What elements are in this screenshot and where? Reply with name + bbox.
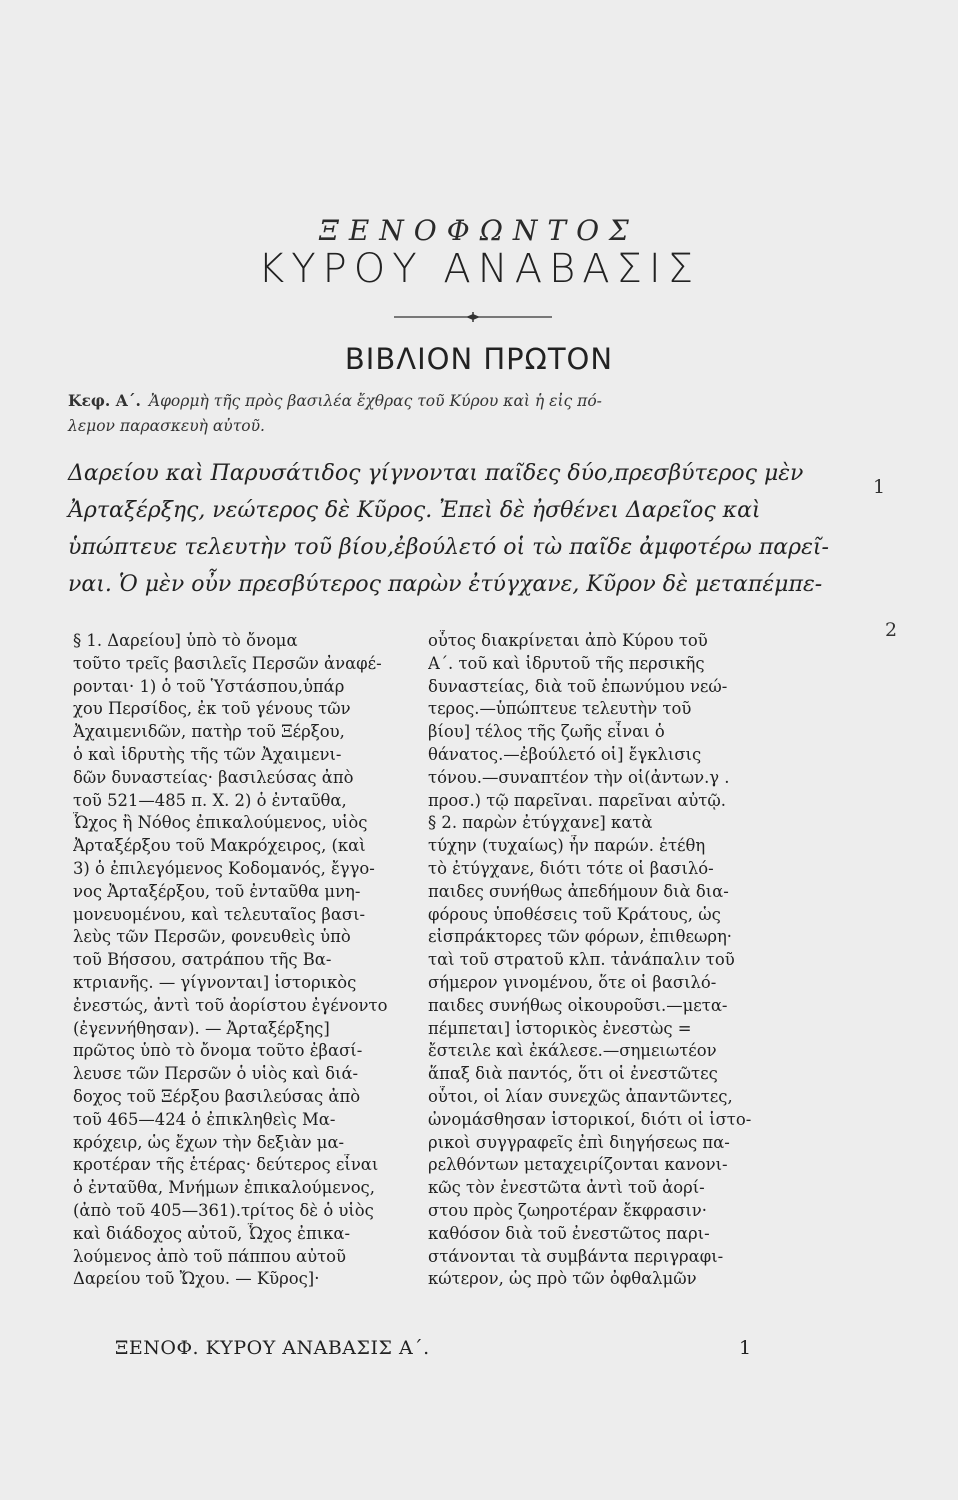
commentary-line: τοῦ Βήσσου, σατράπου τῆς Βα- xyxy=(73,950,332,970)
commentary-line: δυναστείας, διὰ τοῦ ἐπωνύμου νεώ- xyxy=(428,676,728,696)
commentary-line: Δαρείου τοῦ Ὤχου. — Κῦρος]· xyxy=(73,1269,320,1289)
commentary-line: ρονται· 1) ὁ τοῦ Ὑστάσπου,ὑπάρ xyxy=(73,676,345,696)
commentary-line: Ἀρταξέρξου τοῦ Μακρόχειρος, (καὶ xyxy=(73,836,366,856)
summary-line-2: λεμον παρασκευὴ αὐτοῦ. xyxy=(68,417,265,435)
chapter-label: Κεφ. Α΄. xyxy=(68,391,141,410)
commentary-line: λούμενος ἀπὸ τοῦ πάππου αὐτοῦ xyxy=(73,1246,346,1266)
commentary-line: ὁ ἐνταῦθα, Μνήμων ἐπικαλούμενος, xyxy=(73,1178,375,1198)
commentary-line: τερος.—ὑπώπτευε τελευτὴν τοῦ xyxy=(428,699,692,719)
commentary-line: § 1. Δαρείου] ὑπὸ τὸ ὄνομα xyxy=(73,631,298,650)
commentary-line: τύχην (τυχαίως) ἦν παρών. ἐτέθη xyxy=(428,836,706,856)
commentary-line: ὁ καὶ ἱδρυτὴς τῆς τῶν Ἀχαιμενι- xyxy=(73,744,342,764)
commentary-line: ὠνομάσθησαν ἱστορικοί, διότι οἱ ἱστο- xyxy=(428,1109,752,1129)
main-text xyxy=(68,455,858,603)
commentary-line: 3) ὁ ἐπιλεγόμενος Κοδομανός, ἔγγο- xyxy=(73,858,375,878)
commentary-line: ἔστειλε καὶ ἐκάλεσε.—σημειωτέον xyxy=(428,1041,717,1061)
commentary-line: δοχος τοῦ Ξέρξου βασιλεύσας ἀπὸ xyxy=(73,1086,361,1106)
commentary-line: τοῦ 521—485 π. Χ. 2) ὁ ἐνταῦθα, xyxy=(73,790,347,810)
summary-line-1 xyxy=(68,388,788,414)
commentary-line: χου Περσίδος, ἐκ τοῦ γένους τῶν xyxy=(73,699,351,719)
commentary-line: λεὺς τῶν Περσῶν, φονευθεὶς ὑπὸ xyxy=(73,927,351,947)
commentary-line: Ἀχαιμενιδῶν, πατὴρ τοῦ Ξέρξου, xyxy=(73,722,345,742)
commentary-line: (ἐγεννήθησαν). — Ἀρταξέρξης] xyxy=(73,1018,330,1038)
commentary-line: (ἀπὸ τοῦ 405—361).τρίτος δὲ ὁ υἱὸς xyxy=(73,1200,374,1220)
commentary-right-column xyxy=(428,630,800,1291)
commentary-line: λευσε τῶν Περσῶν ὁ υἱὸς καὶ διά- xyxy=(73,1064,359,1084)
commentary-line: κροτέραν τῆς ἑτέρας· δεύτερος εἶναι xyxy=(73,1155,379,1175)
commentary-line: Ὦχος ἢ Νόθος ἐπικαλούμενος, υἱὸς xyxy=(73,813,368,833)
line-number-2: 2 xyxy=(885,619,898,641)
main-text-line: ναι. Ὁ μὲν οὖν πρεσβύτερος παρὼν ἐτύγχανε, Κῦρον δὲ μεταπέμπε- xyxy=(68,572,823,597)
commentary-line: ταὶ τοῦ στρατοῦ κλπ. τἀνάπαλιν τοῦ xyxy=(428,950,735,970)
commentary-line: σήμερον γινομένου, ὅτε οἱ βασιλό- xyxy=(428,972,717,992)
commentary-line: καὶ διάδοχος αὐτοῦ, Ὦχος ἐπικα- xyxy=(73,1223,350,1243)
commentary-line: στου πρὸς ζωηροτέραν ἔκφρασιν· xyxy=(428,1200,707,1220)
commentary-line: Α΄. τοῦ καὶ ἱδρυτοῦ τῆς περσικῆς xyxy=(428,653,705,673)
commentary-line: κῶς τὸν ἐνεστῶτα ἀντὶ τοῦ ἀορί- xyxy=(428,1178,705,1198)
book-heading: ΒΙΒΛΙΟΝ ΠΡΩΤΟΝ xyxy=(344,342,614,376)
commentary-line: τοῦ 465—424 ὁ ἐπικληθεὶς Μα- xyxy=(73,1109,336,1129)
commentary-line: καθόσον διὰ τοῦ ἐνεστῶτος παρι- xyxy=(428,1223,710,1243)
commentary-line: κρόχειρ, ὡς ἔχων τὴν δεξιὰν μα- xyxy=(73,1132,345,1152)
commentary-line: προσ.) τῷ παρεῖναι. παρεῖναι αὐτῷ. xyxy=(428,790,726,810)
commentary-line: βίου] τέλος τῆς ζωῆς εἶναι ὁ xyxy=(428,722,665,742)
commentary-left-column xyxy=(73,630,413,1291)
commentary-line: στάνονται τὰ συμβάντα περιγραφι- xyxy=(428,1246,724,1266)
work-title: ΚΥΡΟΥ ΑΝΑΒΑΣΙΣ xyxy=(258,246,700,292)
page-number: 1 xyxy=(739,1337,752,1359)
main-text-line: Ἀρταξέρξης, νεώτερος δὲ Κῦρος. Ἐπεὶ δὲ ἠσθένει Δαρεῖος καὶ xyxy=(68,498,761,523)
commentary-line: παιδες συνήθως οἰκουροῦσι.—μετα- xyxy=(428,995,728,1015)
commentary-line: τὸ ἐτύγχανε, διότι τότε οἱ βασιλό- xyxy=(428,858,714,878)
commentary-line: δῶν δυναστείας· βασιλεύσας ἀπὸ xyxy=(73,767,354,787)
chapter-summary xyxy=(68,388,788,439)
commentary-line: νος Ἀρταξέρξου, τοῦ ἐνταῦθα μνη- xyxy=(73,881,361,901)
commentary-line: ἐνεστώς, ἀντὶ τοῦ ἀορίστου ἐγένοντο xyxy=(73,995,388,1015)
commentary-line: οὗτοι, οἱ λίαν συνεχῶς ἀπαντῶντες, xyxy=(428,1086,733,1106)
commentary-line: οὗτος διακρίνεται ἀπὸ Κύρου τοῦ xyxy=(428,631,708,650)
commentary-line: κώτερον, ὡς πρὸ τῶν ὀφθαλμῶν xyxy=(428,1269,697,1289)
commentary-line: πέμπεται] ἱστορικὸς ἐνεστὼς = xyxy=(428,1018,692,1038)
commentary-line: ρελθόντων μεταχειρίζονται κανονι- xyxy=(428,1155,728,1175)
line-number-1: 1 xyxy=(873,476,886,498)
commentary-line: κτριανῆς. — γίγνονται] ἱστορικὸς xyxy=(73,972,357,992)
commentary-line: ρικοὶ συγγραφεῖς ἐπὶ διηγήσεως πα- xyxy=(428,1132,730,1152)
commentary-line: τόνου.—συναπτέον τὴν οἱ(ἀντων.γ . xyxy=(428,767,730,787)
main-text-line: ὑπώπτευε τελευτὴν τοῦ βίου,ἐβούλετό οἱ τὼ παῖδε ἀμφοτέρω παρεῖ- xyxy=(68,535,829,560)
main-text-line: Δαρείου καὶ Παρυσάτιδος γίγνονται παῖδες δύο,πρεσβύτερος μὲν xyxy=(68,461,804,486)
ornament-rule xyxy=(394,312,552,322)
commentary-line: πρῶτος ὑπὸ τὸ ὄνομα τοῦτο ἐβασί- xyxy=(73,1041,363,1061)
commentary-line: § 2. παρὼν ἐτύγχανε] κατὰ xyxy=(428,813,653,833)
commentary-line: ἅπαξ διὰ παντός, ὅτι οἱ ἐνεστῶτες xyxy=(428,1064,718,1084)
summary-text-1: Ἀφορμὴ τῆς πρὸς βασιλέα ἔχθρας τοῦ Κύρου καὶ ἡ εἰς πό- xyxy=(148,392,602,410)
commentary-line: μονευομένου, καὶ τελευταῖος βασι- xyxy=(73,904,366,924)
commentary-line: φόρους ὑποθέσεις τοῦ Κράτους, ὡς xyxy=(428,904,721,924)
author-heading: ΞΕΝΟΦΩΝΤΟΣ xyxy=(319,214,639,247)
commentary-line: τοῦτο τρεῖς βασιλεῖς Περσῶν ἀναφέ- xyxy=(73,653,382,673)
commentary-line: παιδες συνήθως ἀπεδήμουν διὰ δια- xyxy=(428,881,729,901)
commentary-line: θάνατος.—ἐβούλετό οἱ] ἔγκλισις xyxy=(428,744,702,764)
footer-signature: ΞΕΝΟΦ. ΚΥΡΟΥ ΑΝΑΒΑΣΙΣ Α΄. xyxy=(115,1337,430,1359)
commentary-line: εἰσπράκτορες τῶν φόρων, ἐπιθεωρη· xyxy=(428,927,733,947)
